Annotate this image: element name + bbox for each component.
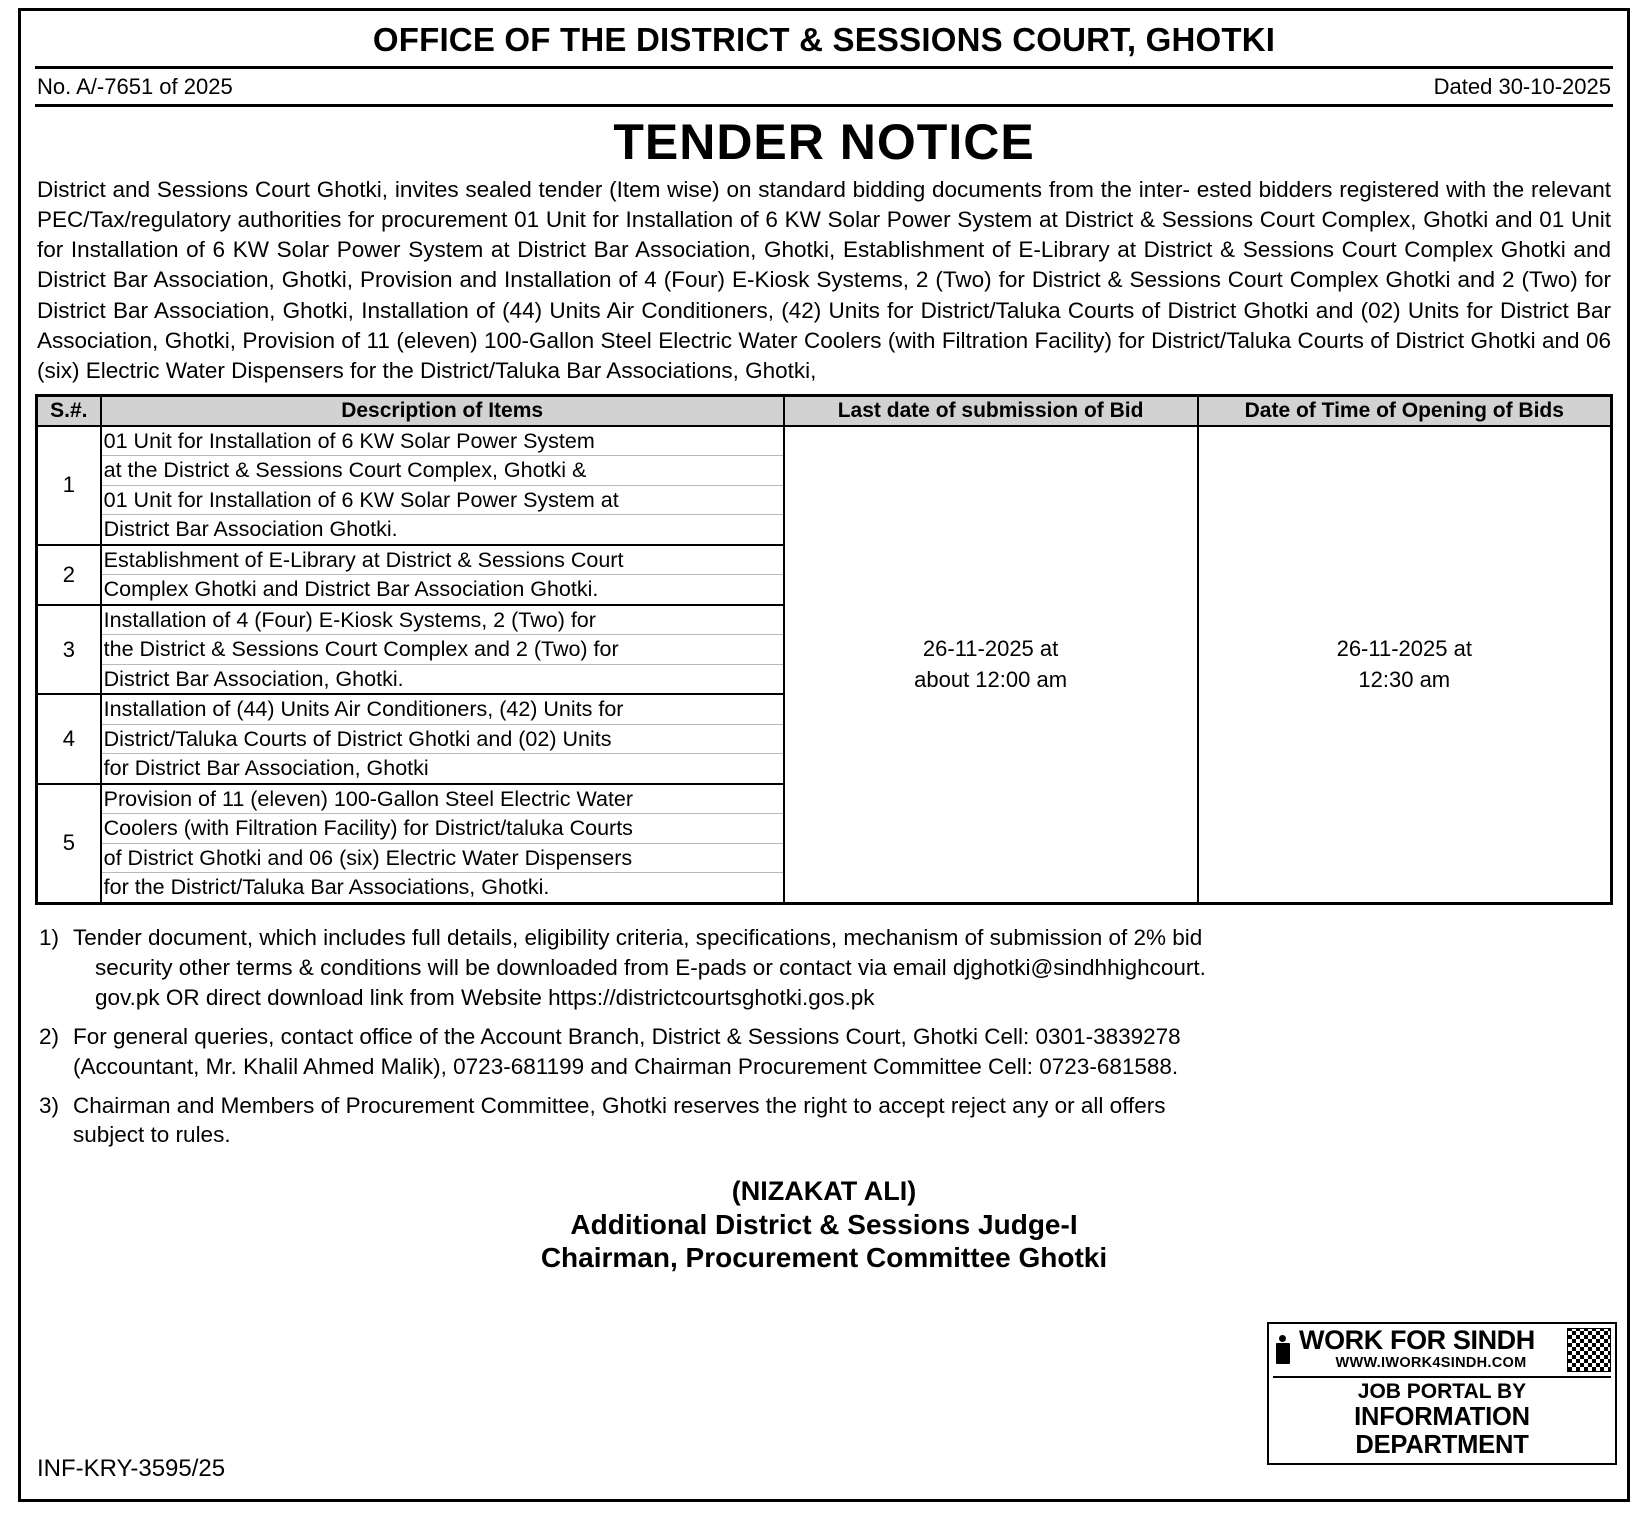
opening-date-line2: 12:30 am bbox=[1358, 667, 1451, 693]
description-line: Coolers (with Filtration Facility) for District/taluka Courts bbox=[102, 814, 783, 844]
logo-website-url: WWW.IWORK4SINDH.COM bbox=[1335, 1355, 1527, 1372]
description-line: Establishment of E-Library at District & Sessions Court bbox=[102, 546, 783, 576]
note-line: gov.pk OR direct download link from Website https://districtcourtsghotki.gos.pk bbox=[95, 984, 875, 1010]
last-date-line1: 26-11-2025 at bbox=[922, 635, 1059, 661]
intro-line: Ghotki, Provision of 11 (eleven) 100-Gallon Steel Electric Water Coolers (with Filtration Facility) for District/Taluka bbox=[164, 327, 1292, 353]
intro-line: Ghotki and District Bar Association, Ghotki, Provision and Installation of 4 (Four) E-Kiosk Systems, 2 (Two) for bbox=[37, 237, 1611, 293]
job-portal-label: JOB PORTAL BY bbox=[1357, 1379, 1527, 1403]
signatory-name: (NIZAKAT ALI) bbox=[731, 1176, 917, 1207]
description-line: of District Ghotki and 06 (six) Electric Water Dispensers bbox=[102, 844, 783, 874]
note-line: For general queries, contact office of the Account Branch, District & Sessions Court, Ghotki Cell: 0301-3839278 bbox=[73, 1023, 1181, 1049]
intro-line: District and Sessions Court Ghotki, invites sealed tender (Item wise) on standard bidding documents from the inter- bbox=[37, 176, 1190, 202]
note-body bbox=[73, 1091, 1609, 1151]
reference-line bbox=[35, 69, 1613, 107]
note-line: (Accountant, Mr. Khalil Ahmed Malik), 0723-681199 and Chairman Procurement Committee Cell: 0723-681588. bbox=[73, 1053, 1179, 1079]
row-serial-number: 3 bbox=[37, 605, 101, 695]
description-line: Installation of (44) Units Air Conditioners, (42) Units for bbox=[102, 695, 783, 725]
iwork-sindh-logo bbox=[1267, 1322, 1617, 1465]
note-item bbox=[39, 923, 1609, 1013]
exclamation-mark-icon bbox=[1273, 1335, 1295, 1365]
description-line: 01 Unit for Installation of 6 KW Solar Power System bbox=[102, 427, 783, 457]
description-line: the District & Sessions Court Complex and 2 (Two) for bbox=[102, 635, 783, 665]
description-line: District Bar Association, Ghotki. bbox=[103, 666, 404, 691]
intro-line: Courts of District Ghotki and 06 (six) Electric Water Dispensers for the District/Taluka Bar Associations, Ghotki, bbox=[37, 327, 1611, 384]
description-line: Installation of 4 (Four) E-Kiosk Systems, 2 (Two) for bbox=[102, 606, 783, 636]
column-header-description: Description of Items bbox=[101, 396, 784, 426]
note-line: Tender document, which includes full details, eligibility criteria, specifications, mechanism of submission of 2% bid bbox=[73, 924, 1203, 950]
note-number: 1) bbox=[39, 924, 60, 950]
notice-date: Dated 30-10-2025 bbox=[1433, 73, 1611, 99]
intro-line: 6 KW Solar Power System at District & Sessions Court Complex, Ghotki and 01 Unit for Installation of 6 KW Solar bbox=[37, 206, 1611, 263]
signatory-designation: Additional District & Sessions Judge-I bbox=[570, 1209, 1078, 1241]
intro-line: ested bidders registered with the relevant PEC/Tax/regulatory authorities for procurement 01 Unit for Installation of bbox=[37, 176, 1611, 232]
page-title: TENDER NOTICE bbox=[613, 113, 1035, 170]
last-date-of-submission bbox=[784, 426, 1198, 904]
intro-paragraph bbox=[35, 173, 1613, 395]
description-line: for the District/Taluka Bar Associations, Ghotki. bbox=[103, 875, 550, 900]
description-line: for District Bar Association, Ghotki bbox=[103, 756, 429, 781]
signature-block bbox=[35, 1176, 1613, 1274]
logo-divider bbox=[1273, 1376, 1611, 1378]
intro-line: Air Conditioners, (42) Units for District/Taluka Courts of District Ghotki and (02) Units for District Bar Association, bbox=[37, 297, 1611, 353]
note-number: 3) bbox=[39, 1092, 60, 1118]
note-body bbox=[73, 1022, 1609, 1082]
row-description bbox=[101, 605, 784, 695]
row-serial-number: 4 bbox=[37, 694, 101, 784]
row-serial-number: 1 bbox=[37, 426, 101, 545]
office-title: OFFICE OF THE DISTRICT & SESSIONS COURT, GHOTKI bbox=[372, 21, 1276, 58]
column-header-last-date: Last date of submission of Bid bbox=[784, 396, 1198, 426]
note-line: Chairman and Members of Procurement Committee, Ghotki reserves the right to accept reject any or all offers bbox=[73, 1092, 1166, 1118]
reference-number: No. A/-7651 of 2025 bbox=[37, 73, 233, 99]
table-header-row bbox=[37, 396, 1612, 426]
note-line: subject to rules. bbox=[73, 1122, 231, 1148]
description-line: Complex Ghotki and District Bar Association Ghotki. bbox=[103, 577, 599, 602]
row-description bbox=[101, 545, 784, 605]
row-description bbox=[101, 426, 784, 545]
intro-line: Power System at District Bar Association, Ghotki, Establishment of E-Library at District & Sessions Court Complex bbox=[336, 237, 1494, 263]
notice-page bbox=[18, 8, 1630, 1502]
description-line: District Bar Association Ghotki. bbox=[103, 517, 398, 542]
date-of-opening-of-bids bbox=[1198, 426, 1612, 904]
inf-code: INF-KRY-3595/25 bbox=[37, 1455, 226, 1482]
description-line: District/Taluka Courts of District Ghotki and (02) Units bbox=[102, 725, 783, 755]
note-item bbox=[39, 1022, 1609, 1082]
last-date-line2: about 12:00 am bbox=[914, 667, 1068, 693]
description-line: at the District & Sessions Court Complex, Ghotki & bbox=[102, 456, 783, 486]
row-description bbox=[101, 694, 784, 784]
qr-code-icon bbox=[1567, 1328, 1611, 1372]
row-description bbox=[101, 784, 784, 904]
column-header-sn: S.#. bbox=[37, 396, 101, 426]
information-department-label: INFORMATION DEPARTMENT bbox=[1354, 1402, 1530, 1459]
description-line: Provision of 11 (eleven) 100-Gallon Steel Electric Water bbox=[102, 785, 783, 815]
note-item bbox=[39, 1091, 1609, 1151]
notes-list bbox=[35, 905, 1613, 1150]
description-line: 01 Unit for Installation of 6 KW Solar Power System at bbox=[102, 486, 783, 516]
tender-items-table bbox=[35, 394, 1613, 905]
column-header-opening-date: Date of Time of Opening of Bids bbox=[1198, 396, 1612, 426]
table-row bbox=[37, 426, 1612, 545]
note-body bbox=[73, 923, 1609, 1013]
logo-main-text: WORK FOR SINDH bbox=[1299, 1325, 1535, 1356]
intro-line: District & Sessions Court Complex Ghotki and 2 (Two) for District Bar Association, Ghotki, Installation of (44) Units bbox=[37, 267, 1611, 323]
signatory-role: Chairman, Procurement Committee Ghotki bbox=[540, 1242, 1108, 1274]
row-serial-number: 2 bbox=[37, 545, 101, 605]
note-line: security other terms & conditions will be downloaded from E-pads or contact via email djghotki@sindhhighcourt. bbox=[95, 954, 1206, 980]
opening-date-line1: 26-11-2025 at bbox=[1336, 635, 1472, 661]
row-serial-number: 5 bbox=[37, 784, 101, 904]
note-number: 2) bbox=[39, 1023, 60, 1049]
